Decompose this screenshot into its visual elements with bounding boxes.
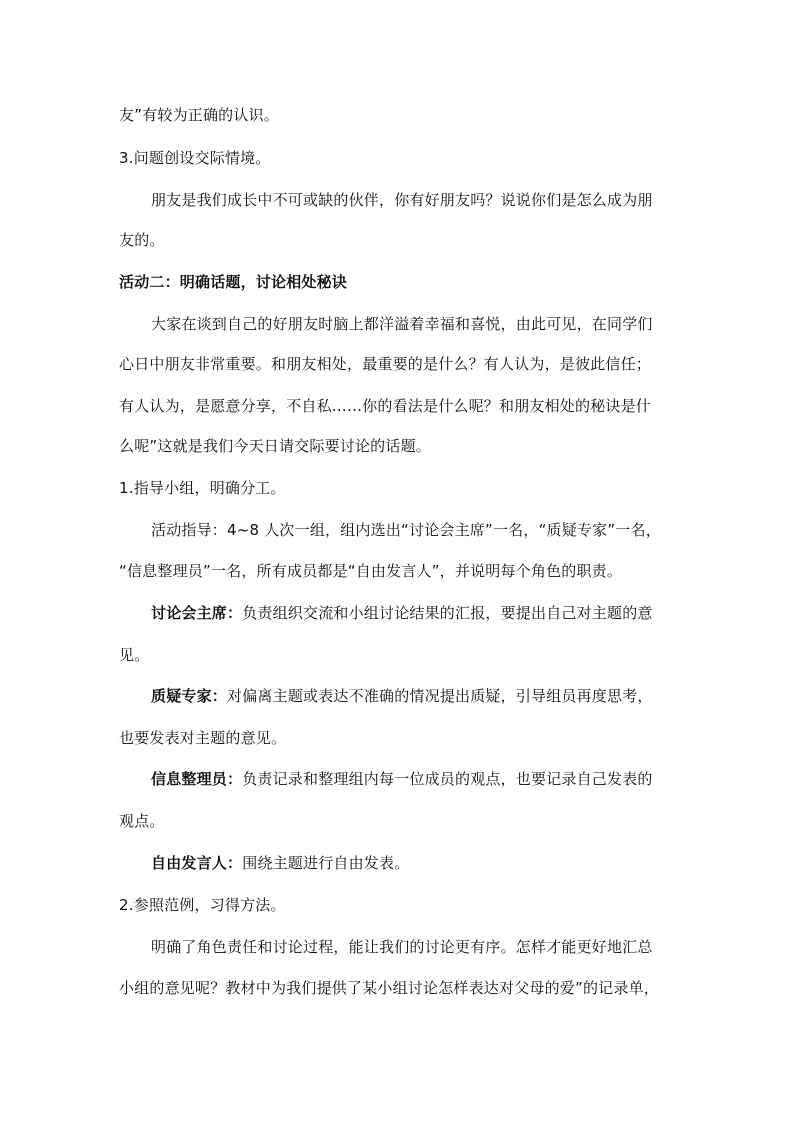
role-description: [151, 769, 653, 789]
role-description: [151, 603, 653, 623]
paragraph-line: 么呢”这就是我们今天日请交际要讨论的话题。: [119, 437, 431, 455]
paragraph-line: 见。: [119, 646, 150, 664]
role-text: 围绕主题进行自由发表。: [242, 854, 410, 872]
paragraph-line: 友的。: [119, 231, 165, 249]
paragraph-line: 朋友是我们成长中不可或缺的伙伴，你有好朋友吗？说说你们是怎么成为朋: [151, 191, 653, 209]
paragraph-line: 小组的意见呢？教材中为我们提供了某小组讨论怎样表达对父母的爱”的记录单，: [119, 979, 659, 997]
paragraph-line: “信息整理员”一名，所有成员都是“自由发言人”，并说明每个角色的职责。: [119, 562, 623, 580]
role-text: 负责组织交流和小组讨论结果的汇报，要提出自己对主题的意: [242, 604, 653, 622]
role-term: 质疑专家：: [151, 687, 228, 705]
role-term: 信息整理员：: [151, 770, 243, 788]
paragraph-line: 心日中朋友非常重要。和朋友相处，最重要的是什么？有人认为，是彼此信任；: [119, 355, 652, 373]
role-text: 对偏离主题或表达不准确的情况提出质疑，引导组员再度思考，: [227, 687, 653, 705]
role-term: 自由发言人：: [151, 854, 243, 872]
text-line: 友”有较为正确的认识。: [119, 106, 279, 124]
paragraph-line: 活动指导：4~8 人次一组，组内选出“讨论会主席”一名，“质疑专家”一名，: [151, 521, 661, 539]
section-heading: 活动二：明确话题，讨论相处秘诀: [119, 273, 348, 291]
paragraph-line: 有人认为，是愿意分享，不自私……你的看法是什么呢？和朋友相处的秘诀是什: [119, 397, 652, 415]
text-line: 2.参照范例，习得方法。: [119, 896, 286, 914]
text-line: 1.指导小组，明确分工。: [119, 479, 286, 497]
role-text: 负责记录和整理组内每一位成员的观点，也要记录自己发表的: [242, 770, 653, 788]
role-description: [151, 686, 653, 706]
paragraph-line: 大家在谈到自己的好朋友时脑上都洋溢着幸福和喜悦，由此可见，在同学们: [151, 315, 653, 333]
paragraph-line: 也要发表对主题的意见。: [119, 729, 287, 747]
role-term: 讨论会主席：: [151, 604, 243, 622]
role-description: [151, 853, 409, 873]
paragraph-line: 明确了角色责任和讨论过程，能让我们的讨论更有序。怎样才能更好地汇总: [151, 938, 653, 956]
paragraph-line: 观点。: [119, 812, 165, 830]
text-line: 3.问题创设交际情境。: [119, 149, 271, 167]
